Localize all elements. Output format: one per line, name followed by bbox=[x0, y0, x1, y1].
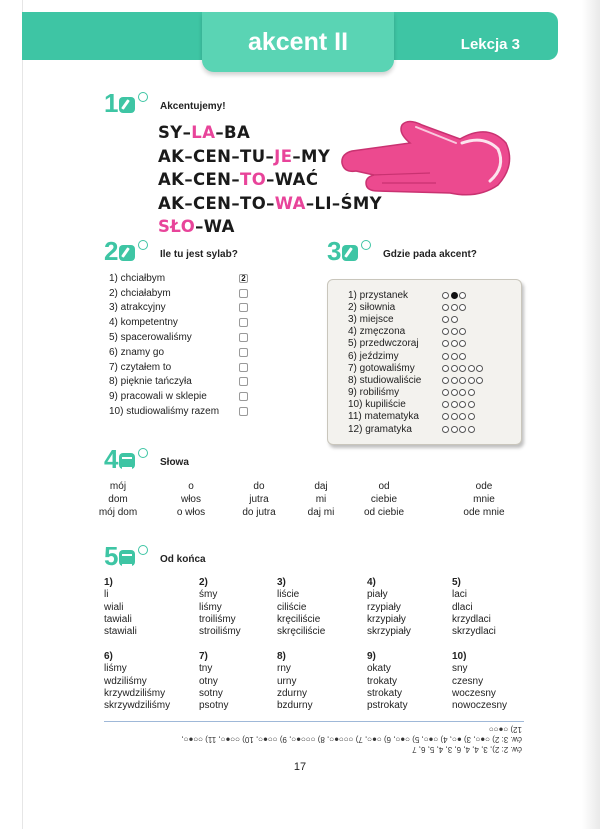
item-label: 4) kompetentny bbox=[109, 317, 178, 329]
pointing-hand-icon bbox=[338, 113, 518, 203]
syllable-circle[interactable] bbox=[459, 413, 466, 420]
syllable-circle[interactable] bbox=[442, 316, 449, 323]
item-label: 6) znamy go bbox=[109, 346, 165, 358]
answer-box[interactable] bbox=[239, 289, 248, 298]
item-label: 3) miejsce bbox=[348, 313, 394, 325]
lesson-label: Lekcja 3 bbox=[460, 36, 520, 53]
word-text: zdurny bbox=[277, 687, 308, 699]
answer-box[interactable] bbox=[239, 318, 248, 327]
syllable-text: AK–CEN–TO– bbox=[158, 193, 275, 213]
chain-number: 7) bbox=[199, 651, 208, 662]
audio-icon[interactable] bbox=[361, 240, 371, 250]
syllable-circle[interactable] bbox=[451, 426, 458, 433]
word-text: rzypiały bbox=[367, 601, 401, 613]
word-column bbox=[242, 480, 275, 519]
word-text: dlaci bbox=[452, 601, 473, 613]
syllable-circle[interactable] bbox=[451, 340, 458, 347]
item-label: 2) chciałabym bbox=[109, 287, 171, 299]
listen-icon bbox=[119, 550, 135, 566]
item-label: 1) przystanek bbox=[348, 289, 409, 301]
answer-box[interactable] bbox=[239, 363, 248, 372]
word-text: ciebie bbox=[370, 494, 398, 505]
syllable-circle[interactable] bbox=[451, 377, 458, 384]
word-text: pstrokaty bbox=[367, 700, 408, 712]
pencil-icon bbox=[119, 245, 135, 261]
listen-icon bbox=[119, 453, 135, 469]
word-text: skrzydlaci bbox=[452, 626, 496, 638]
word-text: włos bbox=[180, 494, 202, 505]
list-item bbox=[348, 326, 485, 338]
word-text: liśmy bbox=[199, 601, 222, 613]
stressed-syllable: TO bbox=[240, 170, 267, 189]
syllable-circle[interactable] bbox=[468, 365, 475, 372]
page-number: 17 bbox=[293, 761, 307, 773]
syllable-count-list bbox=[109, 271, 248, 419]
word-chain bbox=[367, 577, 411, 638]
word-text: czesny bbox=[452, 675, 484, 687]
syllable-circle[interactable] bbox=[468, 413, 475, 420]
word-text: strokaty bbox=[367, 687, 403, 699]
chain-number: 6) bbox=[104, 651, 113, 662]
chain-number: 4) bbox=[367, 577, 376, 588]
page-title: akcent II bbox=[247, 27, 349, 56]
syllable-circle[interactable] bbox=[442, 340, 449, 347]
list-item bbox=[109, 404, 248, 419]
audio-icon[interactable] bbox=[138, 92, 148, 102]
list-item bbox=[348, 387, 485, 399]
stressed-syllable: JE bbox=[274, 146, 293, 166]
syllable-text: –MY bbox=[292, 146, 331, 166]
exercise-2-number: 2 bbox=[104, 238, 148, 264]
word-text: dom bbox=[108, 494, 128, 505]
syllable-circle[interactable] bbox=[442, 413, 449, 420]
list-item bbox=[348, 362, 485, 374]
divider bbox=[104, 721, 524, 722]
word-text: troiliśmy bbox=[199, 613, 236, 625]
audio-icon[interactable] bbox=[138, 240, 148, 250]
syllable-circle[interactable] bbox=[459, 426, 466, 433]
syllable-circle[interactable] bbox=[442, 304, 449, 311]
syllable-circle[interactable] bbox=[451, 353, 458, 360]
word-text: mój dom bbox=[98, 507, 138, 518]
pencil-icon bbox=[119, 97, 135, 113]
list-item bbox=[348, 301, 485, 313]
word-text: daj mi bbox=[307, 507, 335, 518]
syllable-circle[interactable] bbox=[476, 365, 483, 372]
item-label: 8) pięknie tańczyła bbox=[109, 376, 192, 388]
word-text: stroiliśmy bbox=[199, 626, 241, 638]
syllable-circle[interactable] bbox=[459, 292, 466, 299]
word-chain bbox=[104, 577, 137, 638]
stressed-syllable: LA bbox=[191, 123, 216, 142]
syllable-circle[interactable] bbox=[459, 401, 466, 408]
word-text: otny bbox=[199, 675, 218, 687]
syllable-circle[interactable] bbox=[468, 377, 475, 384]
answer-box[interactable] bbox=[239, 392, 248, 401]
chain-number: 5) bbox=[452, 577, 461, 588]
syllable-circle[interactable] bbox=[442, 401, 449, 408]
word-chain bbox=[277, 651, 313, 712]
item-label: 9) pracowali w sklepie bbox=[109, 391, 207, 403]
exercise-4-title: Słowa bbox=[160, 457, 189, 468]
list-item bbox=[348, 338, 485, 350]
word-text: nowoczesny bbox=[452, 700, 508, 712]
chain-number: 8) bbox=[277, 651, 286, 662]
syllable-text: –LI–ŚMY bbox=[305, 193, 383, 213]
exercise-1-number: 1 bbox=[104, 90, 148, 116]
audio-icon[interactable] bbox=[138, 448, 148, 458]
word-text: ode mnie bbox=[463, 507, 505, 518]
syllable-circle[interactable] bbox=[451, 413, 458, 420]
header-tab bbox=[202, 12, 394, 72]
answer-box[interactable] bbox=[239, 407, 248, 416]
syllable-circle[interactable] bbox=[468, 389, 475, 396]
syllable-circle[interactable] bbox=[442, 426, 449, 433]
syllable-circle[interactable] bbox=[459, 353, 466, 360]
word-text: krzydlaci bbox=[452, 613, 491, 625]
exercise-5-number: 5 bbox=[104, 543, 148, 569]
item-label: 10) kupiliście bbox=[348, 399, 406, 411]
item-label: 3) atrakcyjny bbox=[109, 302, 166, 314]
answer-box[interactable] bbox=[239, 303, 248, 312]
syllable-circle[interactable] bbox=[459, 377, 466, 384]
syllable-circle[interactable] bbox=[468, 426, 475, 433]
item-label: 1) chciałbym bbox=[109, 272, 166, 284]
word-text: do bbox=[253, 481, 265, 492]
word-chain bbox=[199, 577, 241, 638]
item-label: 4) zmęczona bbox=[348, 326, 406, 338]
syllable-circle[interactable] bbox=[468, 401, 475, 408]
word-chain bbox=[452, 577, 496, 638]
word-column bbox=[177, 480, 205, 519]
syllable-circle[interactable] bbox=[442, 377, 449, 384]
word-text: krzywdziliśmy bbox=[104, 687, 166, 699]
word-text: mi bbox=[315, 494, 327, 505]
word-text: li bbox=[104, 589, 109, 601]
item-label: 11) matematyka bbox=[348, 411, 419, 423]
exercise-4-number: 4 bbox=[104, 446, 148, 472]
answer-box[interactable] bbox=[239, 348, 248, 357]
word-text: sny bbox=[452, 663, 468, 675]
syllable-text: AK–CEN– bbox=[158, 170, 241, 189]
item-label: 10) studiowaliśmy razem bbox=[109, 406, 220, 418]
word-text: liśmy bbox=[104, 663, 127, 675]
syllable-circle[interactable] bbox=[451, 328, 458, 335]
word-text: od ciebie bbox=[363, 507, 405, 518]
chain-number: 10) bbox=[452, 651, 467, 662]
word-chain bbox=[277, 577, 325, 638]
list-item bbox=[348, 399, 485, 411]
pencil-icon bbox=[342, 245, 358, 261]
word-text: daj bbox=[314, 481, 328, 492]
word-text: psotny bbox=[199, 700, 229, 712]
chain-number: 1) bbox=[104, 577, 113, 588]
stressed-syllable: WA bbox=[274, 193, 306, 213]
word-text: śmy bbox=[199, 589, 218, 601]
syllable-circle[interactable] bbox=[451, 389, 458, 396]
word-text: woczesny bbox=[452, 687, 496, 699]
word-text: stawiali bbox=[104, 626, 137, 638]
item-label: 8) studiowaliście bbox=[348, 374, 422, 386]
list-item bbox=[348, 289, 485, 301]
exercise-3-number: 3 bbox=[327, 238, 371, 264]
word-text: skrzywdziliśmy bbox=[104, 700, 171, 712]
word-text: sotny bbox=[199, 687, 223, 699]
syllable-circle[interactable] bbox=[442, 365, 449, 372]
word-text: wiali bbox=[104, 601, 124, 613]
answer-box[interactable] bbox=[239, 333, 248, 342]
word-text: skręciliście bbox=[277, 626, 326, 638]
syllable-line bbox=[158, 215, 382, 239]
word-text: tny bbox=[199, 663, 213, 675]
item-label: 6) jeździmy bbox=[348, 350, 399, 362]
word-text: ode bbox=[475, 481, 493, 492]
exercise-1-title: Akcentujemy! bbox=[160, 101, 226, 112]
word-column bbox=[364, 480, 404, 519]
syllable-circle[interactable] bbox=[442, 353, 449, 360]
syllable-circle[interactable] bbox=[451, 401, 458, 408]
exercise-2-title: Ile tu jest sylab? bbox=[160, 249, 238, 260]
word-text: kręciliście bbox=[277, 613, 321, 625]
list-item bbox=[109, 271, 248, 286]
syllable-text: AK–CEN–TU– bbox=[158, 146, 275, 166]
word-text: o włos bbox=[176, 507, 206, 518]
item-label: 5) spacerowaliśmy bbox=[109, 332, 192, 344]
syllable-circle[interactable] bbox=[442, 389, 449, 396]
list-item bbox=[109, 315, 248, 330]
syllable-circle[interactable] bbox=[476, 377, 483, 384]
list-item bbox=[109, 330, 248, 345]
list-item bbox=[109, 360, 248, 375]
word-text: jutra bbox=[249, 494, 269, 505]
stressed-syllable: SŁO bbox=[158, 217, 196, 236]
word-chain bbox=[367, 651, 408, 712]
audio-icon[interactable] bbox=[138, 545, 148, 555]
word-text: wdziliśmy bbox=[104, 675, 147, 687]
word-text: mnie bbox=[473, 494, 495, 505]
word-chain bbox=[104, 651, 170, 712]
word-text: od bbox=[378, 481, 390, 492]
syllable-circle[interactable] bbox=[459, 365, 466, 372]
syllable-circle[interactable] bbox=[442, 292, 449, 299]
syllable-circle[interactable] bbox=[442, 328, 449, 335]
item-label: 2) siłownia bbox=[348, 301, 396, 313]
list-item bbox=[109, 301, 248, 316]
word-text: rny bbox=[277, 663, 291, 675]
chain-number: 3) bbox=[277, 577, 286, 588]
syllable-circle[interactable] bbox=[451, 304, 458, 311]
exercise-5-title: Od końca bbox=[160, 554, 206, 565]
answer-box[interactable] bbox=[239, 377, 248, 386]
word-text: urny bbox=[277, 675, 297, 687]
list-item bbox=[348, 313, 485, 325]
word-text: laci bbox=[452, 589, 468, 601]
item-label: 5) przedwczoraj bbox=[348, 338, 419, 350]
answer-key: ćw. 2: 2), 3, 4, 4, 6, 3, 4, 5, 6, 7 ćw. 3: 2) ○●○, 3) ●○, 4) ○●○, 5) ○●○, 6) ○●○, 7) ○○○●○, 8) ○○○●○, 9) ○○●○, 10) ○○●○, 11) ○○●○, 12) ○●○○ bbox=[181, 725, 522, 754]
list-item bbox=[348, 411, 485, 423]
word-text: piały bbox=[367, 589, 388, 601]
list-item bbox=[348, 374, 485, 386]
list-item bbox=[109, 389, 248, 404]
syllable-text: SY– bbox=[158, 123, 192, 142]
list-item bbox=[109, 286, 248, 301]
list-item bbox=[109, 345, 248, 360]
word-column bbox=[463, 480, 504, 519]
chain-number: 9) bbox=[367, 651, 376, 662]
word-text: tawiali bbox=[104, 613, 132, 625]
syllable-circle[interactable] bbox=[459, 328, 466, 335]
syllable-text: –WA bbox=[195, 217, 235, 236]
syllable-circle[interactable] bbox=[459, 340, 466, 347]
word-column bbox=[308, 480, 335, 519]
word-text: ciliście bbox=[277, 601, 307, 613]
word-text: bzdurny bbox=[277, 700, 313, 712]
chain-number: 2) bbox=[199, 577, 208, 588]
page-shadow bbox=[582, 0, 600, 829]
answer-box[interactable]: 2 bbox=[239, 274, 248, 283]
word-text: trokaty bbox=[367, 675, 398, 687]
word-text: skrzypiały bbox=[367, 626, 411, 638]
syllable-circle[interactable] bbox=[459, 304, 466, 311]
syllable-circle[interactable] bbox=[451, 365, 458, 372]
word-chain bbox=[452, 651, 507, 712]
syllable-circle[interactable] bbox=[459, 389, 466, 396]
word-text: liście bbox=[277, 589, 300, 601]
syllable-text: –BA bbox=[215, 123, 251, 142]
syllable-circle[interactable] bbox=[451, 316, 458, 323]
exercise-3-title: Gdzie pada akcent? bbox=[383, 249, 477, 260]
word-text: okaty bbox=[367, 663, 391, 675]
item-label: 12) gramatyka bbox=[348, 423, 412, 435]
syllable-circle[interactable] bbox=[451, 292, 458, 299]
item-label: 7) gotowaliśmy bbox=[348, 362, 415, 374]
word-text: do jutra bbox=[242, 507, 276, 518]
list-item bbox=[348, 423, 485, 435]
syllable-text: –WAĆ bbox=[266, 170, 319, 189]
stress-list bbox=[348, 289, 485, 435]
word-text: krzypiały bbox=[367, 613, 406, 625]
word-text: mój bbox=[109, 481, 127, 492]
list-item bbox=[109, 375, 248, 390]
item-label: 7) czytałem to bbox=[109, 361, 172, 373]
list-item bbox=[348, 350, 485, 362]
page-edge bbox=[22, 0, 23, 829]
word-text: o bbox=[188, 481, 194, 492]
word-chain bbox=[199, 651, 228, 712]
word-column bbox=[99, 480, 137, 519]
item-label: 9) robiliśmy bbox=[348, 387, 400, 399]
